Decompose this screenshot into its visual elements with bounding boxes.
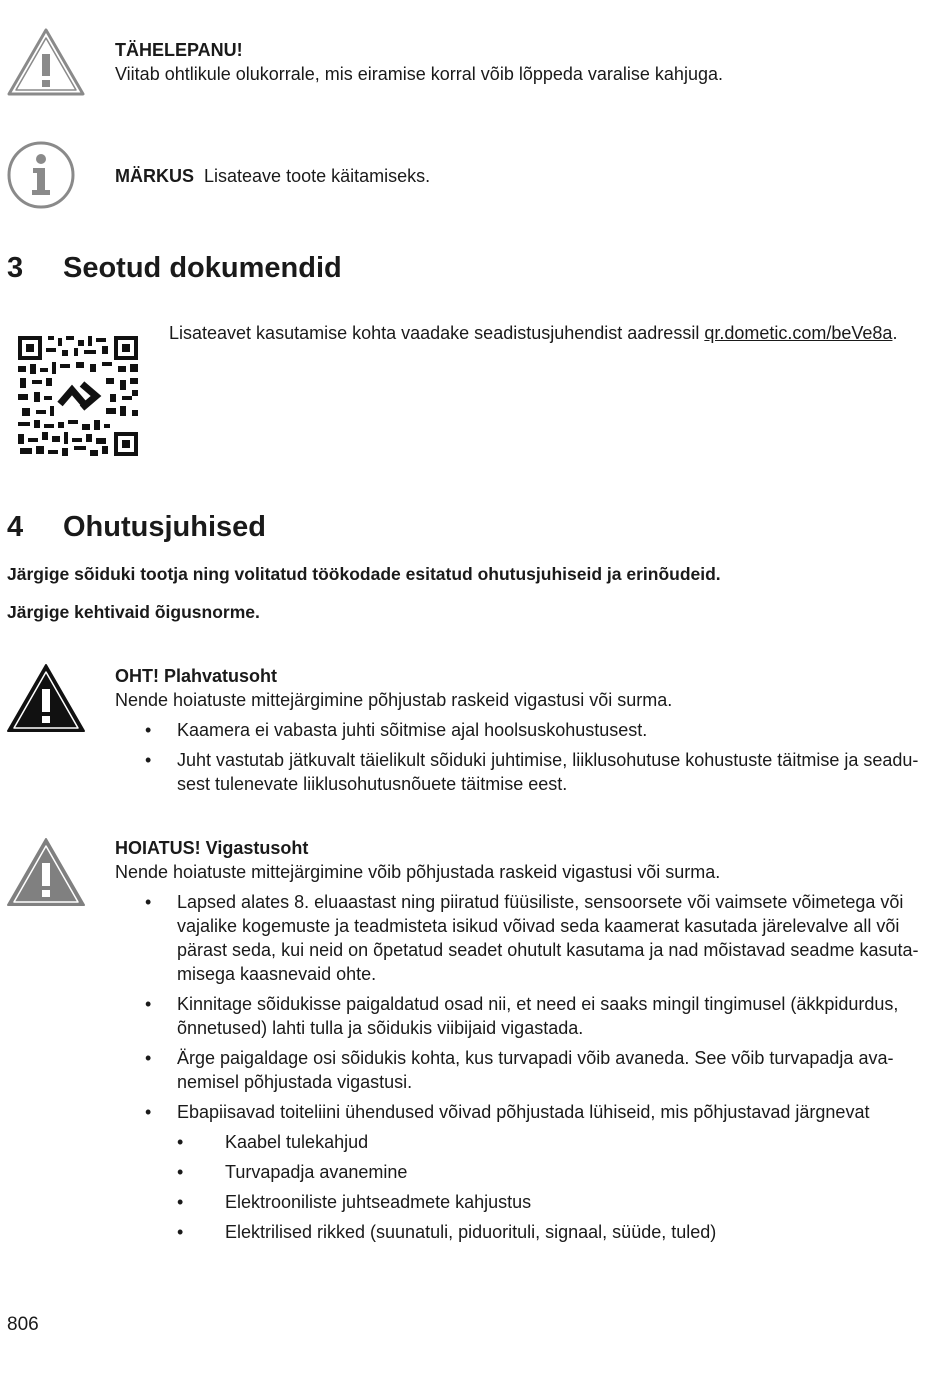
danger-block <box>115 664 935 796</box>
list-item: • Lapsed alates 8. eluaastast ning piiratud füüsiliste, sensoorsete või vaimsete võimetega või vajalike kogemuste ja teadmisteta isikud võivad seda kaamerat kasutada järelevalve all või pärast seda, kui neid on õpetatud seadet ohutult kasutama ja nad mõistavad seadme kasuta-misega kaasnevaid ohte. <box>115 890 935 986</box>
caution-title: TÄHELEPANU! <box>115 40 243 60</box>
safety-instruction-para-2: Järgige kehtivaid õigusnorme. <box>7 602 260 622</box>
section-3-number: 3 <box>7 252 24 284</box>
warning-sub-bullet-list <box>115 1130 935 1244</box>
safety-instruction-para-1: Järgige sõiduki tootja ning volitatud töökodade esitatud ohutusjuhiseid ja erinõudeid. <box>7 564 721 584</box>
qr-code-icon <box>16 334 140 458</box>
danger-title: OHT! Plahvatusoht <box>115 666 278 686</box>
section-3-text-prefix: Lisateavet kasutamise kohta vaadake seadistusjuhendist aadressil <box>169 323 705 343</box>
warning-bullet-list <box>115 890 935 1124</box>
list-item: • Ärge paigaldage osi sõidukis kohta, kus turvapadi võib avaneda. See võib turvapadja ava-nemisel põhjustada vigastusi. <box>115 1046 935 1094</box>
page-number: 806 <box>7 1314 39 1335</box>
list-item: • Turvapadja avanemine <box>115 1160 935 1184</box>
warning-title: HOIATUS! Vigastusoht <box>115 838 309 858</box>
danger-text: Nende hoiatuste mittejärgimine põhjustab raskeid vigastusi või surma. <box>115 690 673 710</box>
list-item: • Kaabel tulekahjud <box>115 1130 935 1154</box>
caution-text: Viitab ohtlikule olukorrale, mis eiramise korral võib lõppeda varalise kahjuga. <box>115 64 723 84</box>
list-item: • Juht vastutab jätkuvalt täielikult sõiduki juhtimise, liiklusohutuse kohustuste täitmise ja seadu-sest tulenevate liiklusohutusnõuete täitmise eest. <box>115 748 935 796</box>
danger-bullet-list <box>115 718 935 796</box>
section-3-text <box>169 321 939 345</box>
list-item: • Ebapiisavad toiteliini ühendused võivad põhjustada lühiseid, mis põhjustavad järgnevat <box>115 1100 935 1124</box>
note-text: Lisateave toote käitamiseks. <box>204 166 431 186</box>
section-4-number: 4 <box>7 511 24 543</box>
section-3-title: Seotud dokumendid <box>63 252 342 284</box>
list-item: • Elektrilised rikked (suunatuli, piduorituli, signaal, süüde, tuled) <box>115 1220 935 1244</box>
dometic-setup-link[interactable]: qr.dometic.com/beVe8a <box>704 323 893 343</box>
caution-warning-icon <box>6 26 86 98</box>
warning-text: Nende hoiatuste mittejärgimine võib põhjustada raskeid vigastusi või surma. <box>115 862 721 882</box>
section-3-text-suffix: . <box>892 323 898 343</box>
section-4-heading <box>7 510 266 544</box>
info-icon <box>6 140 76 210</box>
list-item: • Kinnitage sõidukisse paigaldatud osad nii, et need ei saaks mingil tingimusel (äkkpidurdus, õnnetused) lahti tulla ja sõidukis viibijaid vigastada. <box>115 992 935 1040</box>
warning-block <box>115 836 935 1244</box>
warning-icon <box>6 836 86 908</box>
note-notice <box>115 164 935 188</box>
list-item: • Elektrooniliste juhtseadmete kahjustus <box>115 1190 935 1214</box>
danger-warning-icon <box>6 662 86 734</box>
list-item: • Kaamera ei vabasta juhti sõitmise ajal hoolsuskohustusest. <box>115 718 935 742</box>
note-title: MÄRKUS <box>115 166 194 186</box>
caution-notice <box>115 38 935 86</box>
section-3-heading <box>7 251 342 285</box>
section-4-title: Ohutusjuhised <box>63 511 266 543</box>
